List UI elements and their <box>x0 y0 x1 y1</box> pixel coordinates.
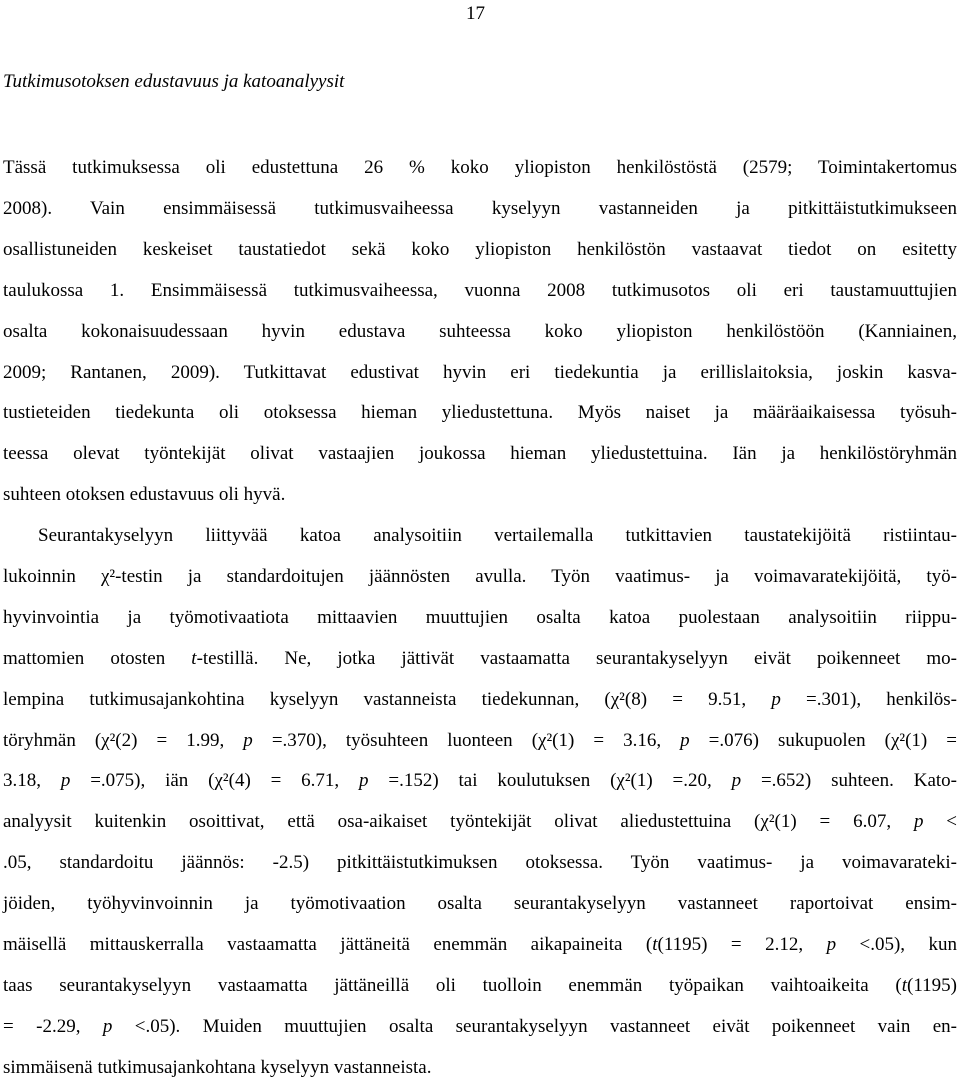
text-line: taas seurantakyselyyn vastaamatta jättäneillä oli tuolloin enemmän työpaikan vaihtoaikeita (t(1195) <box>3 974 957 996</box>
text-line: lempina tutkimusajankohtina kyselyyn vastanneista tiedekunnan, (χ²(8) = 9.51, p =.301), henkilös- <box>3 688 958 710</box>
page-number: 17 <box>466 3 485 24</box>
text-line: suhteen otoksen edustavuus oli hyvä. <box>3 484 286 506</box>
text-line: analyysit kuitenkin osoittivat, että osa-aikaiset työntekijät olivat aliedustettuina (χ²(1) = 6.07, p < <box>3 811 958 833</box>
text-line: taulukossa 1. Ensimmäisessä tutkimusvaiheessa, vuonna 2008 tutkimusotos oli eri taustamuuttujien <box>3 279 957 301</box>
text-line: 2009; Rantanen, 2009). Tutkittavat edustivat hyvin eri tiedekuntia ja erillislaitoksia, joskin kasva- <box>3 361 957 383</box>
text-line: 3.18, p =.075), iän (χ²(4) = 6.71, p =.152) tai koulutuksen (χ²(1) =.20, p =.652) suhteen. Kato- <box>3 770 957 792</box>
text-line: Tässä tutkimuksessa oli edustettuna 26 % koko yliopiston henkilöstöstä (2579; Toimintakertomus <box>3 157 957 178</box>
text-line: 2008). Vain ensimmäisessä tutkimusvaiheessa kyselyyn vastanneiden ja pitkittäistutkimukseen <box>3 197 957 219</box>
text-line: mattomien otosten t-testillä. Ne, jotka jättivät vastaamatta seurantakyselyyn eivät poikenneet mo- <box>3 647 957 669</box>
text-line: osalta kokonaisuudessaan hyvin edustava suhteessa koko yliopiston henkilöstöön (Kanniainen, <box>3 320 957 342</box>
section-heading: Tutkimusotoksen edustavuus ja katoanalyysit <box>3 71 345 92</box>
text-line: = -2.29, p <.05). Muiden muuttujien osalta seurantakyselyyn vastanneet eivät poikenneet vain en- <box>3 1015 958 1037</box>
text-line: Seurantakyselyyn liittyvää katoa analysoitiin vertailemalla tutkittavien taustatekijöitä ristiintau- <box>38 525 957 546</box>
text-line: hyvinvointia ja työmotivaatiota mittaavien muuttujien osalta katoa puolestaan analysoitiin riippu- <box>3 606 957 628</box>
text-line: mäisellä mittauskerralla vastaamatta jättäneitä enemmän aikapaineita (t(1195) = 2.12, p <.05), kun <box>3 934 958 955</box>
text-line: teessa olevat työntekijät olivat vastaajien joukossa hieman yliedustettuina. Iän ja henkilöstöryhmän <box>3 443 957 465</box>
text-line: tustieteiden tiedekunta oli otoksessa hieman yliedustettuna. Myös naiset ja määräaikaisessa työsuh- <box>3 402 957 424</box>
text-line: .05, standardoitu jäännös: -2.5) pitkittäistutkimuksen otoksessa. Työn vaatimus- ja voimavarateki- <box>3 852 957 874</box>
text-line: jöiden, työhyvinvoinnin ja työmotivaation osalta seurantakyselyyn vastanneet raportoivat ensim- <box>3 893 957 915</box>
text-line: töryhmän (χ²(2) = 1.99, p =.370), työsuhteen luonteen (χ²(1) = 3.16, p =.076) sukupuolen (χ²(1) = <box>3 729 957 751</box>
text-line: simmäisenä tutkimusajankohtana kyselyyn vastanneista. <box>3 1056 432 1078</box>
text-line: lukoinnin χ²-testin ja standardoitujen jäännösten avulla. Työn vaatimus- ja voimavaratekijöitä, työ- <box>3 565 957 587</box>
text-line: osallistuneiden keskeiset taustatiedot sekä koko yliopiston henkilöstön vastaavat tiedot on esitetty <box>3 238 957 260</box>
